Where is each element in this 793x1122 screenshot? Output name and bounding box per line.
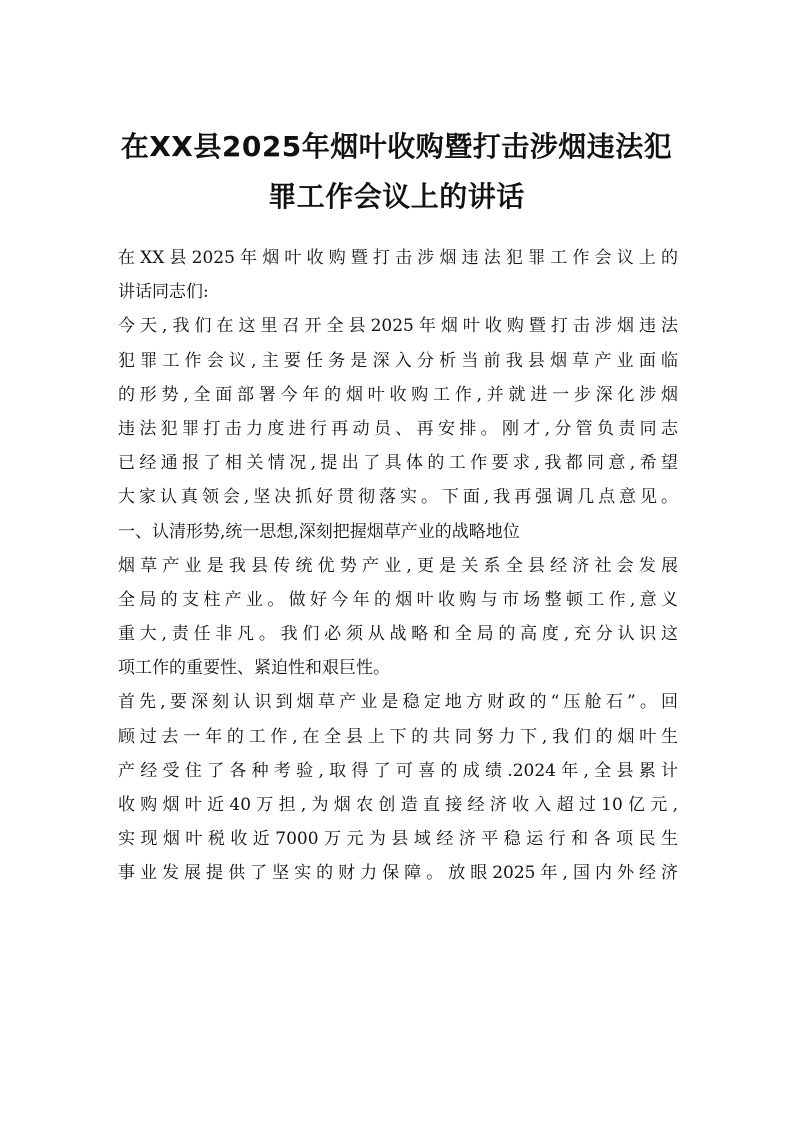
document-body	[118, 241, 678, 891]
title-line: 罪工作会议上的讲话	[268, 180, 525, 213]
document-title	[110, 122, 683, 222]
body-line: 产经受住了各种考验,取得了可喜的成绩.2024年,全县累计	[118, 760, 678, 781]
body-line: 重大,责任非凡。我们必须从战略和全局的高度,充分认识这	[118, 624, 678, 645]
body-line: 的形势,全面部署今年的烟叶收购工作,并就进一步深化涉烟	[118, 384, 678, 405]
body-line: 违法犯罪打击力度进行再动员、再安排。刚才,分管负责同志	[118, 418, 678, 439]
body-line: 讲话同志们:	[118, 282, 209, 303]
section-heading: 一、认清形势,统一思想,深刻把握烟草产业的战略地位	[118, 521, 520, 542]
body-line: 实现烟叶税收近7000万元为县域经济平稳运行和各项民生	[118, 829, 678, 850]
body-line: 项工作的重要性、紧迫性和艰巨性。	[118, 658, 390, 679]
body-line: 全局的支柱产业。做好今年的烟叶收购与市场整顿工作,意义	[118, 589, 678, 610]
title-line: 在XX县2025年烟叶收购暨打击涉烟违法犯	[120, 130, 673, 163]
body-line: 收购烟叶近40万担,为烟农创造直接经济收入超过10亿元,	[118, 795, 678, 815]
body-line: 顾过去一年的工作,在全县上下的共同努力下,我们的烟叶生	[118, 726, 678, 747]
body-line: 已经通报了相关情况,提出了具体的工作要求,我都同意,希望	[118, 453, 678, 474]
body-line: 大家认真领会,坚决抓好贯彻落实。下面,我再强调几点意见。	[118, 487, 678, 508]
body-line: 事业发展提供了坚实的财力保障。放眼2025年,国内外经济	[118, 863, 678, 884]
body-line: 犯罪工作会议,主要任务是深入分析当前我县烟草产业面临	[118, 350, 678, 371]
body-line: 烟草产业是我县传统优势产业,更是关系全县经济社会发展	[118, 555, 678, 576]
body-line: 首先,要深刻认识到烟草产业是稳定地方财政的“压舱石”。回	[118, 692, 678, 713]
body-line: 今天,我们在这里召开全县2025年烟叶收购暨打击涉烟违法	[118, 316, 678, 337]
body-line: 在XX县2025年烟叶收购暨打击涉烟违法犯罪工作会议上的	[118, 248, 678, 268]
